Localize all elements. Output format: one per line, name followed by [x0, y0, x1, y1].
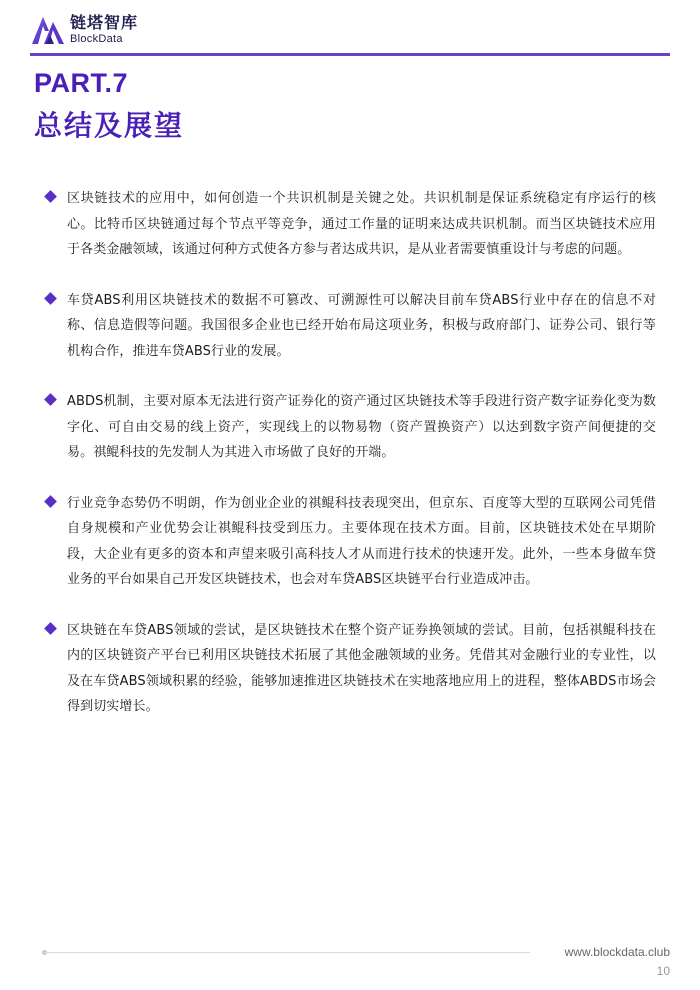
diamond-bullet-icon [44, 190, 57, 203]
diamond-bullet-icon [44, 292, 57, 305]
brand-logo [30, 14, 138, 46]
list-item-text: 车贷ABS利用区块链技术的数据不可篡改、可溯源性可以解决目前车贷ABS行业中存在的信息不对称、信息造假等问题。我国很多企业也已经开始布局这项业务，积极与政府部门、证券公司、银行等机构合作，推进车贷ABS行业的发展。 [67, 292, 656, 359]
header-divider [30, 53, 670, 56]
diamond-bullet-icon [44, 495, 57, 508]
footer-url[interactable]: www.blockdata.club [564, 945, 670, 959]
list-item-text: ABDS机制，主要对原本无法进行资产证券化的资产通过区块链技术等手段进行资产数字证券化变为数字化、可自由交易的线上资产，实现线上的以物易物（资产置换资产）以达到数字资产间便捷的交易。祺鲲科技的先发制人为其进入市场做了良好的开端。 [67, 394, 656, 460]
part-label: PART.7 [34, 68, 129, 98]
footer-divider [44, 952, 530, 953]
list-item [44, 618, 656, 720]
list-item [44, 491, 656, 593]
summary-list [44, 186, 656, 745]
list-item-text: 区块链技术的应用中，如何创造一个共识机制是关键之处。共识机制是保证系统稳定有序运行的核心。比特币区块链通过每个节点平等竞争，通过工作量的证明来达成共识机制。而当区块链技术应用于各类金融领域，该通过何种方式使各方参与者达成共识，是从业者需要慎重设计与考虑的问题。 [67, 191, 656, 257]
logo-english-name: BlockData [70, 33, 123, 45]
section-title: 总结及展望 [34, 109, 185, 142]
list-item [44, 186, 656, 263]
list-item [44, 288, 656, 365]
diamond-bullet-icon [44, 622, 57, 635]
list-item [44, 389, 656, 466]
page-number: 10 [656, 964, 670, 978]
blockdata-logo-icon [30, 14, 66, 46]
list-item-text: 区块链在车贷ABS领域的尝试，是区块链技术在整个资产证券换领域的尝试。目前，包括祺鲲科技在内的区块链资产平台已利用区块链技术拓展了其他金融领域的业务。凭借其对金融行业的专业性，以及在车贷ABS领域积累的经验，能够加速推进区块链技术在实地落地应用上的进程，整体ABDS市场会得到切实增长。 [67, 622, 656, 714]
diamond-bullet-icon [44, 393, 57, 406]
logo-chinese-name: 链塔智库 [70, 13, 139, 32]
list-item-text: 行业竞争态势仍不明朗，作为创业企业的祺鲲科技表现突出，但京东、百度等大型的互联网公司凭借自身规模和产业优势会让祺鲲科技受到压力。主要体现在技术方面。目前，区块链技术处在早期阶段，大企业有更多的资本和声望来吸引高科技人才从而进行技术的快速开发。此外，一些本身做车贷业务的平台如果自己开发区块链技术，也会对车贷ABS区块链平台行业造成冲击。 [67, 495, 656, 587]
